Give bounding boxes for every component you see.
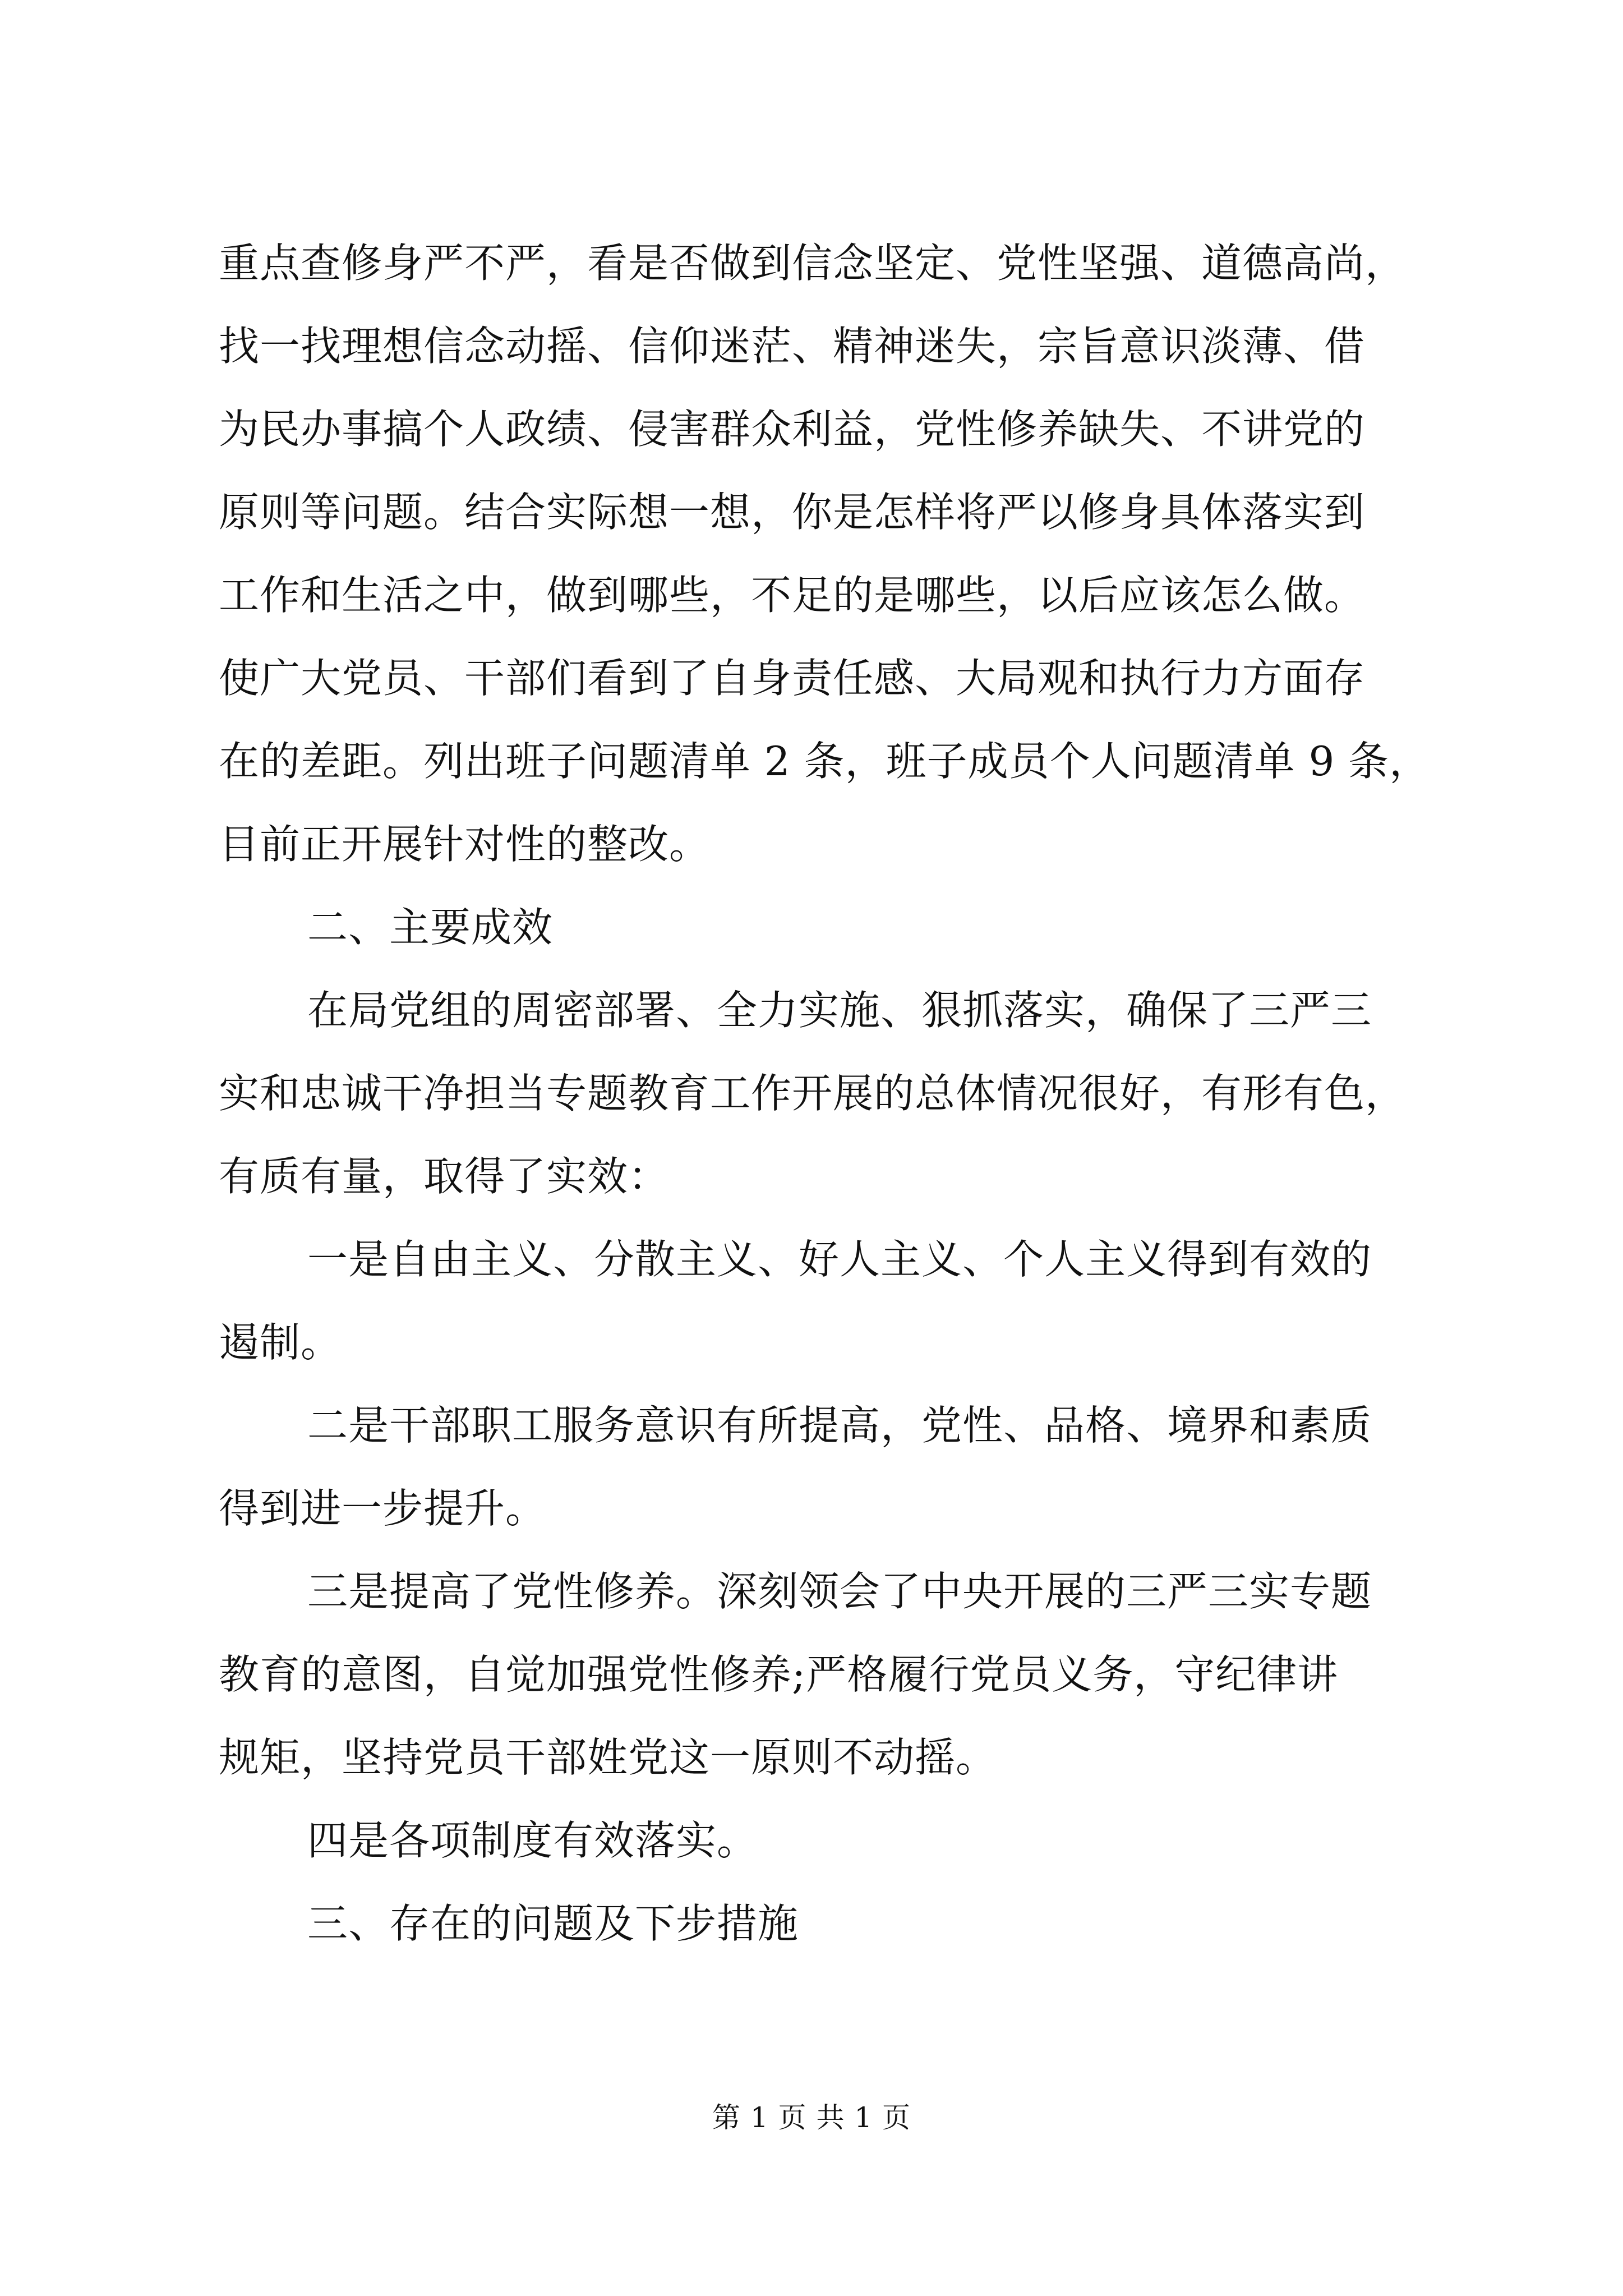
text-line: 为民办事搞个人政绩、侵害群众利益，党性修养缺失、不讲党的 <box>219 406 1366 453</box>
text-line: 教育的意图，自觉加强党性修养;严格履行党员义务，守纪律讲 <box>219 1651 1339 1698</box>
document-body <box>219 222 1436 1965</box>
section-heading: 三、存在的问题及下步措施 <box>307 1900 799 1947</box>
text-line: 在局党组的周密部署、全力实施、狠抓落实，确保了三严三 <box>307 987 1372 1034</box>
text-line: 四是各项制度有效落实。 <box>307 1817 758 1864</box>
text-line: 规矩，坚持党员干部姓党这一原则不动摇。 <box>219 1734 997 1781</box>
text-line: 三是提高了党性修养。深刻领会了中央开展的三严三实专题 <box>307 1568 1372 1615</box>
text-line: 重点查修身严不严，看是否做到信念坚定、党性坚强、道德高尚， <box>219 240 1407 287</box>
text-line: 实和忠诚干净担当专题教育工作开展的总体情况很好，有形有色， <box>219 1070 1407 1117</box>
text-line: 使广大党员、干部们看到了自身责任感、大局观和执行力方面存 <box>219 655 1366 702</box>
text-line: 工作和生活之中，做到哪些，不足的是哪些，以后应该怎么做。 <box>219 572 1366 619</box>
text-line: 一是自由主义、分散主义、好人主义、个人主义得到有效的 <box>307 1236 1372 1283</box>
text-line: 找一找理想信念动摇、信仰迷茫、精神迷失，宗旨意识淡薄、借 <box>219 323 1366 370</box>
page-footer: 第 1 页 共 1 页 <box>712 2101 911 2134</box>
text-line: 原则等问题。结合实际想一想，你是怎样将严以修身具体落实到 <box>219 489 1366 536</box>
text-line: 有质有量，取得了实效： <box>219 1153 670 1200</box>
text-line: 在的差距。列出班子问题清单 2 条，班子成员个人问题清单 9 条， <box>219 738 1431 785</box>
text-line: 二是干部职工服务意识有所提高，党性、品格、境界和素质 <box>307 1402 1372 1449</box>
text-line: 目前正开展针对性的整改。 <box>219 821 711 868</box>
section-heading: 二、主要成效 <box>307 904 554 951</box>
text-line: 遏制。 <box>219 1319 342 1366</box>
text-line: 得到进一步提升。 <box>219 1485 547 1532</box>
